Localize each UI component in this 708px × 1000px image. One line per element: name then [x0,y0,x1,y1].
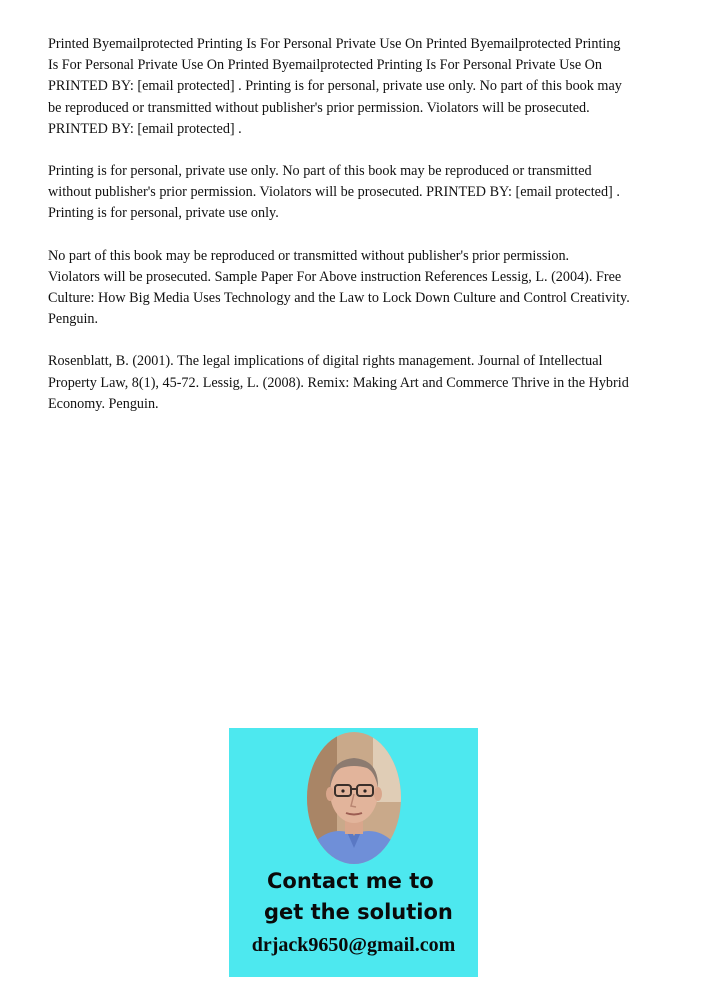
paragraph-2 [48,161,648,225]
text-line: Printed Byemailprotected Printing Is For Personal Private Use On Printed Byemailprotected Printing [48,36,621,52]
text-line: Printing is for personal, private use only. [48,205,279,222]
paragraph-4 [48,351,648,415]
text-line: PRINTED BY: [email protected] . [48,120,242,137]
contact-promo-banner[interactable] [229,728,478,977]
text-line: Violators will be prosecuted. Sample Paper For Above instruction References Lessig, L. (2004). Free [48,268,622,285]
paragraph-1 [48,34,648,140]
promo-headline-line-2: get the solution [264,900,453,924]
text-line: Property Law, 8(1), 45-72. Lessig, L. (2008). Remix: Making Art and Commerce Thrive in the Hybrid [48,374,629,391]
text-line: Economy. Penguin. [48,395,159,412]
person-portrait-image [307,732,401,864]
paragraph-3 [48,246,648,331]
text-line: Rosenblatt, B. (2001). The legal implications of digital rights management. Journal of Intellectual [48,353,603,370]
text-line: be reproduced or transmitted without publisher's prior permission. Violators will be prosecuted. [48,99,590,116]
promo-headline-line-1: Contact me to [267,869,434,893]
document-body [48,34,648,436]
text-line: Culture: How Big Media Uses Technology and the Law to Lock Down Culture and Control Creativity. [48,290,630,307]
text-line: Is For Personal Private Use On Printed Byemailprotected Printing Is For Personal Private Use On [48,57,603,74]
text-line: No part of this book may be reproduced or transmitted without publisher's prior permission. [48,247,570,264]
text-line: Printing is for personal, private use only. No part of this book may be reproduced or transmitted [48,163,592,180]
text-line: Penguin. [48,311,99,328]
text-line: without publisher's prior permission. Violators will be prosecuted. PRINTED BY: [email protected] . [48,184,620,201]
text-line: PRINTED BY: [email protected] . Printing is for personal, private use only. No part of this book may [48,78,622,95]
contact-email[interactable]: drjack9650@gmail.com [251,934,456,956]
portrait-photo [307,732,401,864]
